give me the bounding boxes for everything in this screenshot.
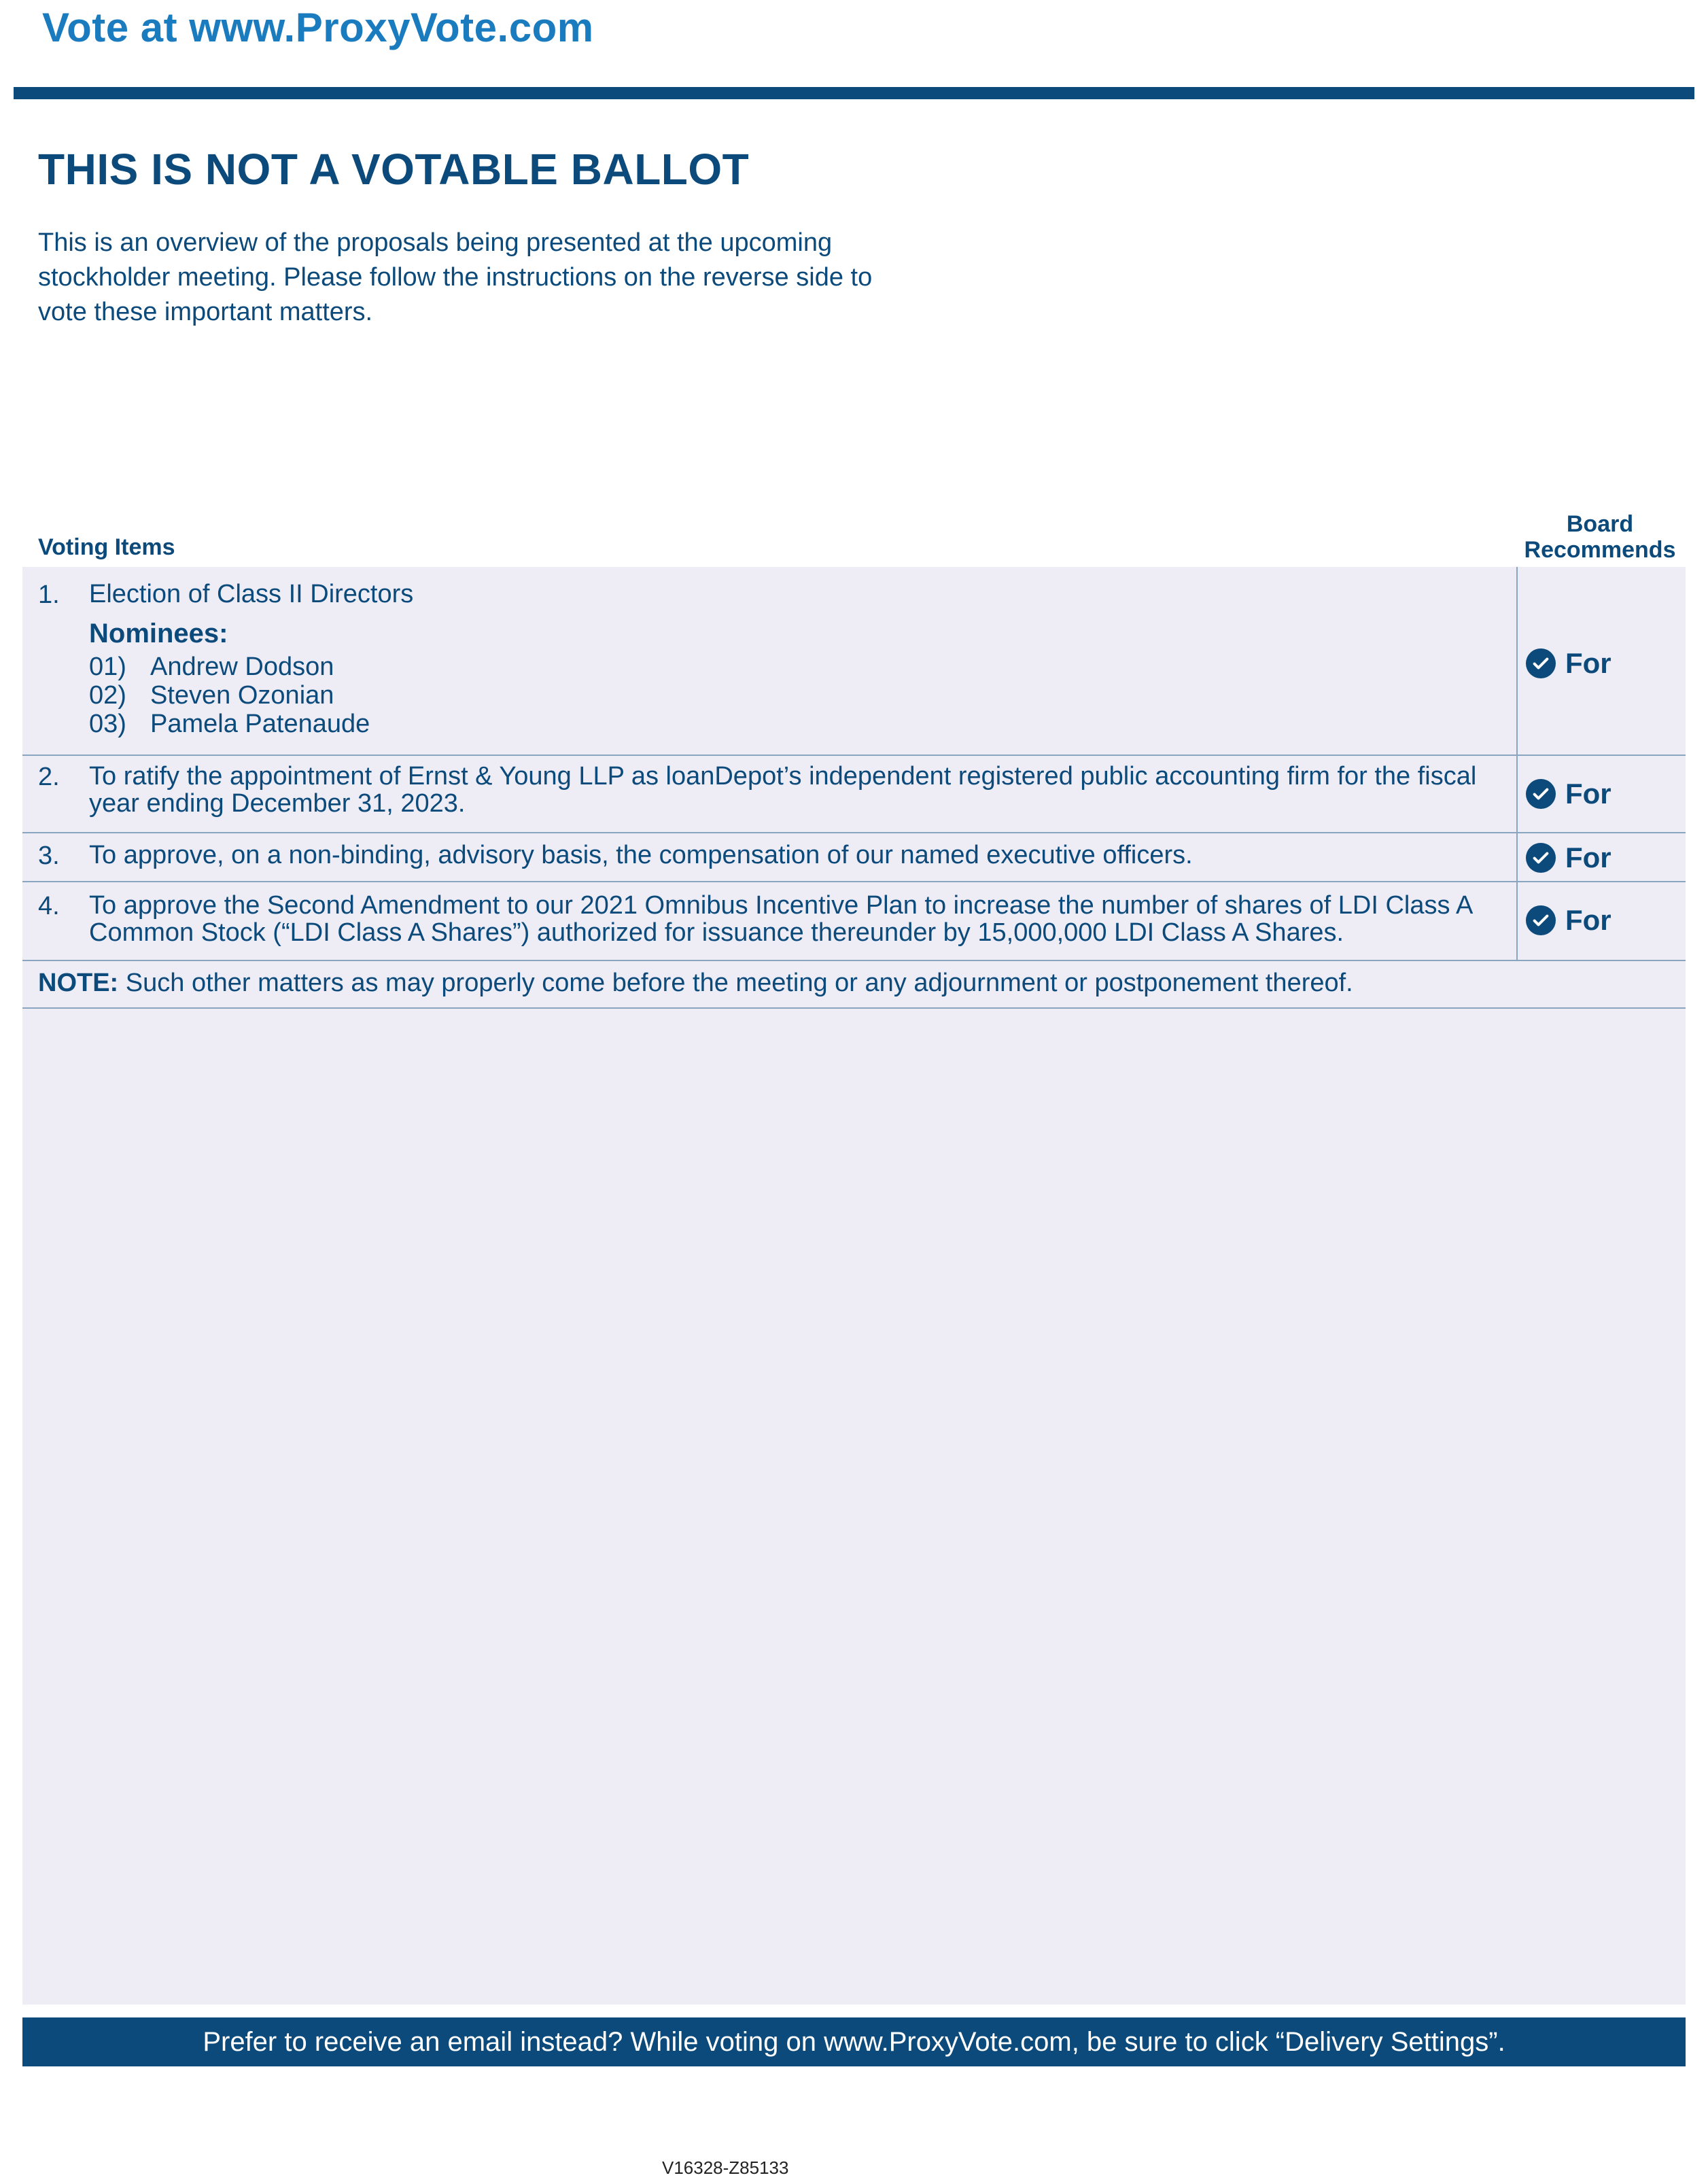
header-rule bbox=[14, 87, 1694, 99]
recommendation bbox=[1526, 778, 1611, 810]
nominee-number: 01) bbox=[89, 653, 126, 681]
check-circle-icon bbox=[1526, 648, 1556, 678]
check-circle-icon bbox=[1526, 905, 1556, 935]
item-number: 1. bbox=[38, 580, 60, 609]
board-recommends-line2: Recommends bbox=[1524, 537, 1676, 563]
note-text-block bbox=[38, 969, 1479, 996]
nominee-number: 03) bbox=[89, 710, 126, 738]
recommendation bbox=[1526, 647, 1611, 680]
voting-item-1 bbox=[22, 567, 1686, 756]
item-number: 4. bbox=[38, 892, 60, 920]
document-code: V16328-Z85133 bbox=[662, 2157, 789, 2178]
item-text-block bbox=[89, 580, 1530, 738]
nominee-row bbox=[89, 681, 1530, 710]
recommendation-label: For bbox=[1565, 778, 1611, 810]
item-number: 2. bbox=[38, 763, 60, 791]
intro-text: This is an overview of the proposals being presented at the upcoming stockholder meeting. Please follow the instructions on the reverse side to vote these important matters. bbox=[38, 228, 873, 326]
delivery-settings-banner bbox=[22, 2017, 1686, 2066]
voting-items-header: Voting Items bbox=[38, 534, 175, 560]
item-text: To approve, on a non-binding, advisory basis, the compensation of our named executive officers. bbox=[89, 841, 1193, 869]
banner-text: Prefer to receive an email instead? While voting on www.ProxyVote.com, be sure to click “Delivery Settings”. bbox=[203, 2026, 1505, 2057]
nominee-number: 02) bbox=[89, 681, 126, 710]
voting-item-3 bbox=[22, 832, 1686, 882]
note-row bbox=[22, 960, 1686, 1009]
voting-item-2 bbox=[22, 755, 1686, 833]
nominee-row bbox=[89, 710, 1530, 738]
item-text: Election of Class II Directors bbox=[89, 580, 414, 608]
item-number: 3. bbox=[38, 842, 60, 870]
recommendation-label: For bbox=[1565, 647, 1611, 679]
item-text: To approve the Second Amendment to our 2021 Omnibus Incentive Plan to increase the number of shares of LDI Class A Common Stock (“LDI Class A Shares”) authorized for issuance thereunder by 15,000,000 LDI Class A Shares. bbox=[89, 891, 1472, 947]
note-label: NOTE: bbox=[38, 969, 119, 997]
board-recommends-line1: Board bbox=[1566, 511, 1634, 537]
note-text: Such other matters as may properly come before the meeting or any adjournment or postponement thereof. bbox=[118, 969, 1353, 997]
check-circle-icon bbox=[1526, 843, 1556, 873]
recommendation-label: For bbox=[1565, 842, 1611, 873]
nominee-list bbox=[89, 653, 1530, 738]
proxyvote-url-heading[interactable]: Vote at www.ProxyVote.com bbox=[42, 5, 594, 50]
nominee-name: Steven Ozonian bbox=[150, 681, 334, 710]
recommendation-label: For bbox=[1565, 904, 1611, 936]
board-recommends-header bbox=[1512, 511, 1688, 563]
nominee-name: Andrew Dodson bbox=[150, 653, 334, 681]
item-text: To ratify the appointment of Ernst & Young LLP as loanDepot’s independent registered public accounting firm for the fiscal year ending December 31, 2023. bbox=[89, 762, 1477, 818]
page-title: THIS IS NOT A VOTABLE BALLOT bbox=[38, 145, 750, 194]
nominees-label: Nominees: bbox=[89, 619, 228, 648]
recommendation bbox=[1526, 904, 1611, 937]
nominee-name: Pamela Patenaude bbox=[150, 710, 370, 738]
check-circle-icon bbox=[1526, 779, 1556, 809]
voting-item-4 bbox=[22, 881, 1686, 961]
recommendation bbox=[1526, 842, 1611, 874]
nominee-row bbox=[89, 653, 1530, 681]
